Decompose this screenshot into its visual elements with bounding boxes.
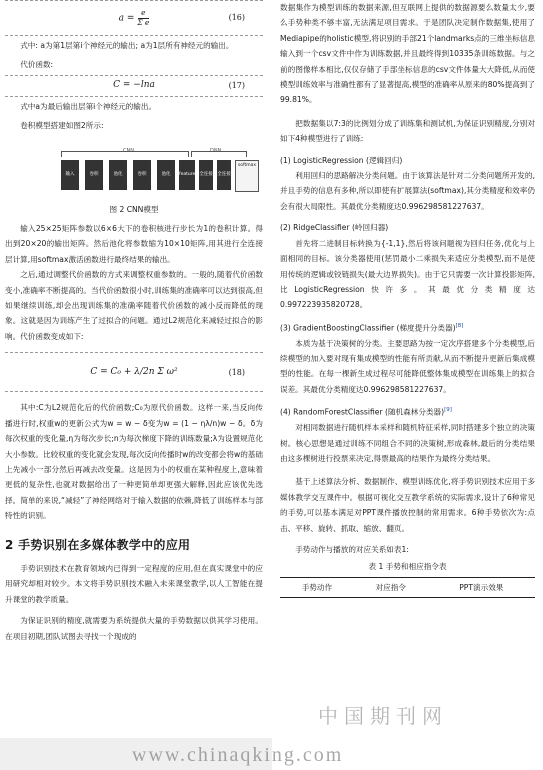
watermark-url: www.chinaqking.com [132,744,344,766]
equation-18-expr: C = C₀ + λ/2n Σ ω² [90,366,178,377]
model-1-title: (1) LogisticRegression (逻辑回归) [280,155,403,165]
figure-brace-cnn [61,151,189,157]
table-header-cell: 手势动作 [280,577,354,597]
figure-header-cnn: CNN [123,147,134,154]
figure-block-conv: 卷积 [85,160,103,190]
paragraph: 基于上述算法分析、数据制作、模型训练优化,将手势识别技术应用于多媒体教学交互课件中。根据可视化交互教学系统的实际需求,设计了6种常见的手势,可以基本满足对PPT课件播放控制的常用需求。6种手势依次为:点击、平移、旋转、抓取、缩放、翻页。 [280,477,535,533]
model-3-title: (3) GradientBoostingClassifier (梯度提升分类器)[8] [280,322,464,333]
figure-header-dnn: DNN [210,147,222,154]
table-title: 表 1 手势和相应指令表 [368,562,447,572]
equation-17-expr: C = −lna [113,80,155,91]
equation-16-expr: a = $\frac{e}{\text{Σ e}}$ [118,7,150,27]
figure-block-fc: 全连接 [199,160,213,190]
paragraph: 对相同数据进行随机样本采样和随机特征采样,同时搭建多个独立的决策树。核心思想是通过训练不同组合不同的决策树,形成森林,最后的分类结果由这多棵树进行投票来决定,得票最高的结果作为最终分类结果。 [280,423,535,464]
paragraph: 把数据集以7:3的比例划分成了训练集和测试机,为保证识别精度,分别对如下4种模型进行了训练: [280,118,535,144]
equation-16 [5,0,263,36]
paragraph: 输入25×25矩阵参数以6×6大下的卷积核进行步长为1的卷积计算。得出到20×20的输出矩阵。然后池化将参数缩为10×10矩阵,用其进行全连接层计算,用softmax激活函数进行最终结果的输出。 [5,224,263,264]
paragraph: 数据集作为模型训练的数据来源,但互联网上提供的数据源要么数量太少,要么手势种类不够丰富,无法满足项目需求。于是团队决定制作数据集,使用了Mediapipe的holistic模型,将识别的手部21个landmarks点的三维坐标信息输入到一个csv文件中作为训练数据,并且最终得到10335条训练数据。与之前的图像样本相比,仅仅存储了手部坐标信息的csv文件体量大大降低,从而使模型训练效率与准确性都有了显著提高,模型的准确率从原来的80%提高到了99.81%。 [280,3,535,105]
paragraph: 本质为基于决策树的分类。主要思路为按一定次序搭建多个分类模型,后续模型的加入要对现有集成模型的性能有所贡献,从而不断提升更新后集成模型的性能。在每一棵新生成过程尽可能降低整体集成模型在训练集上的拟合误差。其最优分类精度达0.996298581227637。 [280,338,535,394]
figure-block-pool: 池化 [109,160,127,190]
watermark-site-name: 中国期刊网 [318,706,448,728]
paragraph: 为保证识别的精度,就需要为系统提供大量的手势数据以供其学习使用。在项目初期,团队试图去寻找一个现成的 [5,616,263,641]
right-column [280,0,535,598]
paragraph: 其中:C为L2规范化后的代价函数;C₀为原代价函数。这样一来,当反向传播进行时,权重w的更新公式为w = w − δ变为w = (1 − ηλ/n)w − δ。δ为每次权重的变化量,η为每次步长;n为每次梯度下降的训练数量;λ为设置规范化大小参数。比较权重的变化就会发现,每次反向传播时w的改变都会将w的基础上先减小一部分然后再减去改变量。这是因为小的权重在某种程度上,意味着更低的复杂性,也就对数据给出了一种更简单却更强大解释,因此应该优先选择。简单的来说,“减轻”了神经网络对于输入数据的依赖,降低了训练样本与部特性的识别。 [5,403,263,521]
paragraph: 首先将二进制目标转换为{-1,1},然后将该问题视为回归任务,优化与上面相同的目标。该分类器使用(惩罚最小二乘损失来适应分类模型,而不是使用传统的逻辑或铰链损失(最大边界损失)。由于它只需要一次计算投影矩阵,比LogisticRegression快许多。其最优分类精度达0.997223935820728。 [280,238,535,310]
figure-block-pool2: 池化 [157,160,175,190]
gesture-table [280,577,535,598]
figure-block-input: 输入 [61,160,79,190]
paragraph: 手势动作与播放的对应关系如表1: [295,545,409,555]
section-title: 2 手势识别在多媒体教学中的应用 [5,537,191,552]
paragraph: 利用回归的思路解决分类问题。由于该算法是针对二分类问题所开发的,并且手势的信息有多种,所以即使有扩展算法(softmax),其分类精度和效率仍会有很大局限性。其最优分类精度达0.996298581227637。 [280,171,535,211]
equation-number: (18) [228,367,245,377]
figure-block-fc2: 全连接 [217,160,231,190]
figure-block-conv2: 卷积 [133,160,151,190]
paragraph: 代价函数: [20,60,54,70]
paragraph: 手势识别技术在教育领域内已得到一定程度的应用,但在真实课堂中的应用研究却相对较少。本文将手势识别技术融入未来课堂教学,以人工智能在提升课堂的教学质量。 [5,563,263,604]
model-4-title: (4) RandomForestClassifier (随机森林分类器)[9] [280,407,452,417]
paragraph: 卷积模型搭建如图2所示: [20,121,104,131]
table-header-cell: PPT演示效果 [428,577,535,597]
figure-block-output: softmax [235,160,259,192]
model-2-title: (2) RidgeClassifier (岭回归器) [280,223,389,233]
paragraph: 式中: a为第1层第i个神经元的输出; a为1层所有神经元的输出。 [20,41,234,50]
equation-number: (16) [228,13,245,23]
paragraph: 式中a为最后输出层第i个神经元的输出。 [20,101,157,111]
cnn-model-figure [5,138,263,207]
figure-brace-dnn [191,151,247,157]
figure-block-feature-map: feature map [179,160,195,190]
equation-number: (17) [228,81,245,91]
citation-ref[interactable]: [9] [444,407,452,414]
left-column [5,0,263,644]
paragraph: 之后,通过调整代价函数的方式来调整权重参数的。一般的,随着代价函数变小,准确率不断提高的。当代价函数很小时,训练集的准确率可以达到很高,但如果继续训练,却会出现训练集的准确率随着代价函数的减小反而降低的现象。这就是因为训练产生了过拟合的问题。通过L2规范化来减轻过拟合的影响。代价函数变成如下: [5,270,263,341]
equation-18 [5,352,263,392]
citation-ref[interactable]: [8] [455,322,464,329]
table-header-cell: 对应指令 [354,577,428,597]
equation-17 [5,75,263,97]
selection-highlight [0,738,272,770]
table-header-row [280,577,535,597]
figure-caption: 图 2 CNN模型 [109,204,159,214]
